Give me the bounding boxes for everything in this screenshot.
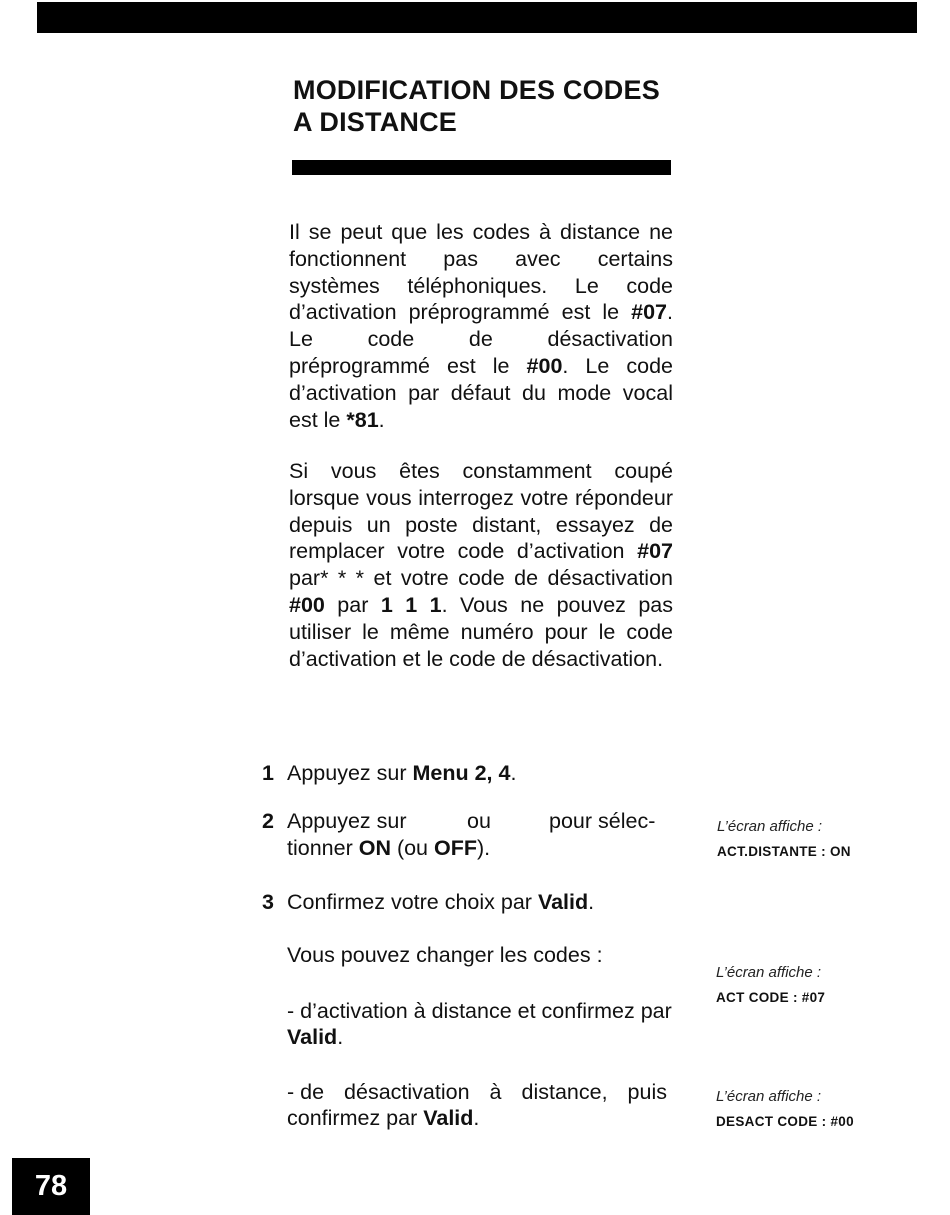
text: Confirmez votre choix par <box>287 890 538 914</box>
page-title <box>293 74 713 138</box>
screen-display-3 <box>716 1088 886 1131</box>
screen-value: DESACT CODE : #00 <box>716 1114 854 1129</box>
screen-label: L’écran affiche : <box>716 1088 822 1105</box>
top-bar <box>37 2 917 33</box>
deactivation-item <box>287 1079 677 1131</box>
text: distance, <box>521 1080 608 1104</box>
code-activation: #07 <box>631 300 668 325</box>
step-number: 3 <box>262 890 274 914</box>
text: à <box>489 1080 502 1104</box>
code-activation: #07 <box>637 539 673 564</box>
screen-display-1 <box>717 818 887 861</box>
text: par <box>324 592 381 617</box>
text: . <box>378 407 385 432</box>
code-deactivation: #00 <box>289 592 325 617</box>
text: . <box>510 761 517 785</box>
screen-label: L’écran affiche : <box>716 964 822 981</box>
text: confirmez par <box>287 1106 424 1130</box>
code-deactivation: #00 <box>526 353 563 378</box>
text: (ou <box>390 836 434 860</box>
text: par* * * et votre code de désactivation <box>289 566 673 591</box>
text: ). <box>477 836 491 860</box>
text: Si vous êtes constamment coupé lorsque vous interrogez votre répondeur depuis un poste distant, essayez de remplacer votre code d’activation <box>289 459 673 564</box>
step-line-2 <box>287 835 490 861</box>
step-number: 1 <box>262 761 274 785</box>
text: Il se peut que les codes à distance ne fonctionnent pas avec certains systèmes téléphoniques. Le code d’activation préprogrammé est le <box>289 220 673 325</box>
option-off: OFF <box>434 836 477 860</box>
text: tionner <box>287 836 359 860</box>
step-text <box>287 889 677 915</box>
text: - d’activation à distance et confirmez par <box>287 999 672 1023</box>
title-line-2: A DISTANCE <box>293 107 457 137</box>
title-line-1: MODIFICATION DES CODES <box>293 75 660 105</box>
text: Appuyez sur <box>287 761 413 785</box>
text: . <box>473 1106 480 1130</box>
code-voice-mode: *81 <box>346 407 379 432</box>
intro-paragraph <box>289 219 673 433</box>
screen-value: ACT CODE : #07 <box>716 990 826 1005</box>
codes-intro: Vous pouvez changer les codes : <box>287 943 603 967</box>
text: . Le code d’activation par défaut du mode vocal est le <box>289 353 673 432</box>
text: Appuyez sur <box>287 809 407 833</box>
text: . Vous ne pouvez pas utiliser le même numéro pour le code d’activation et le code de désactivation. <box>289 592 674 671</box>
text: - de <box>287 1080 325 1104</box>
key-label: Valid <box>423 1106 474 1130</box>
text: . <box>337 1025 344 1049</box>
key-label: Valid <box>537 890 589 914</box>
deactivation-line-2 <box>287 1105 677 1131</box>
text: . <box>588 890 595 914</box>
code-alt: 1 1 1 <box>380 592 442 617</box>
deactivation-line-1 <box>287 1079 667 1105</box>
key-label: Menu 2, 4 <box>412 761 511 785</box>
title-rule <box>292 160 671 175</box>
activation-item <box>287 998 677 1050</box>
text: . Le code de désactivation préprogrammé est le <box>289 300 673 378</box>
screen-value: ACT.DISTANTE : ON <box>717 844 851 859</box>
text: désactivation <box>344 1080 470 1104</box>
advice-paragraph <box>289 458 673 672</box>
text: ou <box>467 809 491 833</box>
screen-label: L’écran affiche : <box>717 818 823 835</box>
text: puis <box>627 1080 667 1104</box>
page-number: 78 <box>12 1158 90 1215</box>
text: pour sélec- <box>549 809 656 833</box>
option-on: ON <box>358 836 391 860</box>
step-text <box>287 760 677 786</box>
key-label: Valid <box>287 1025 338 1049</box>
step-number: 2 <box>262 809 274 833</box>
screen-display-2 <box>716 964 886 1007</box>
